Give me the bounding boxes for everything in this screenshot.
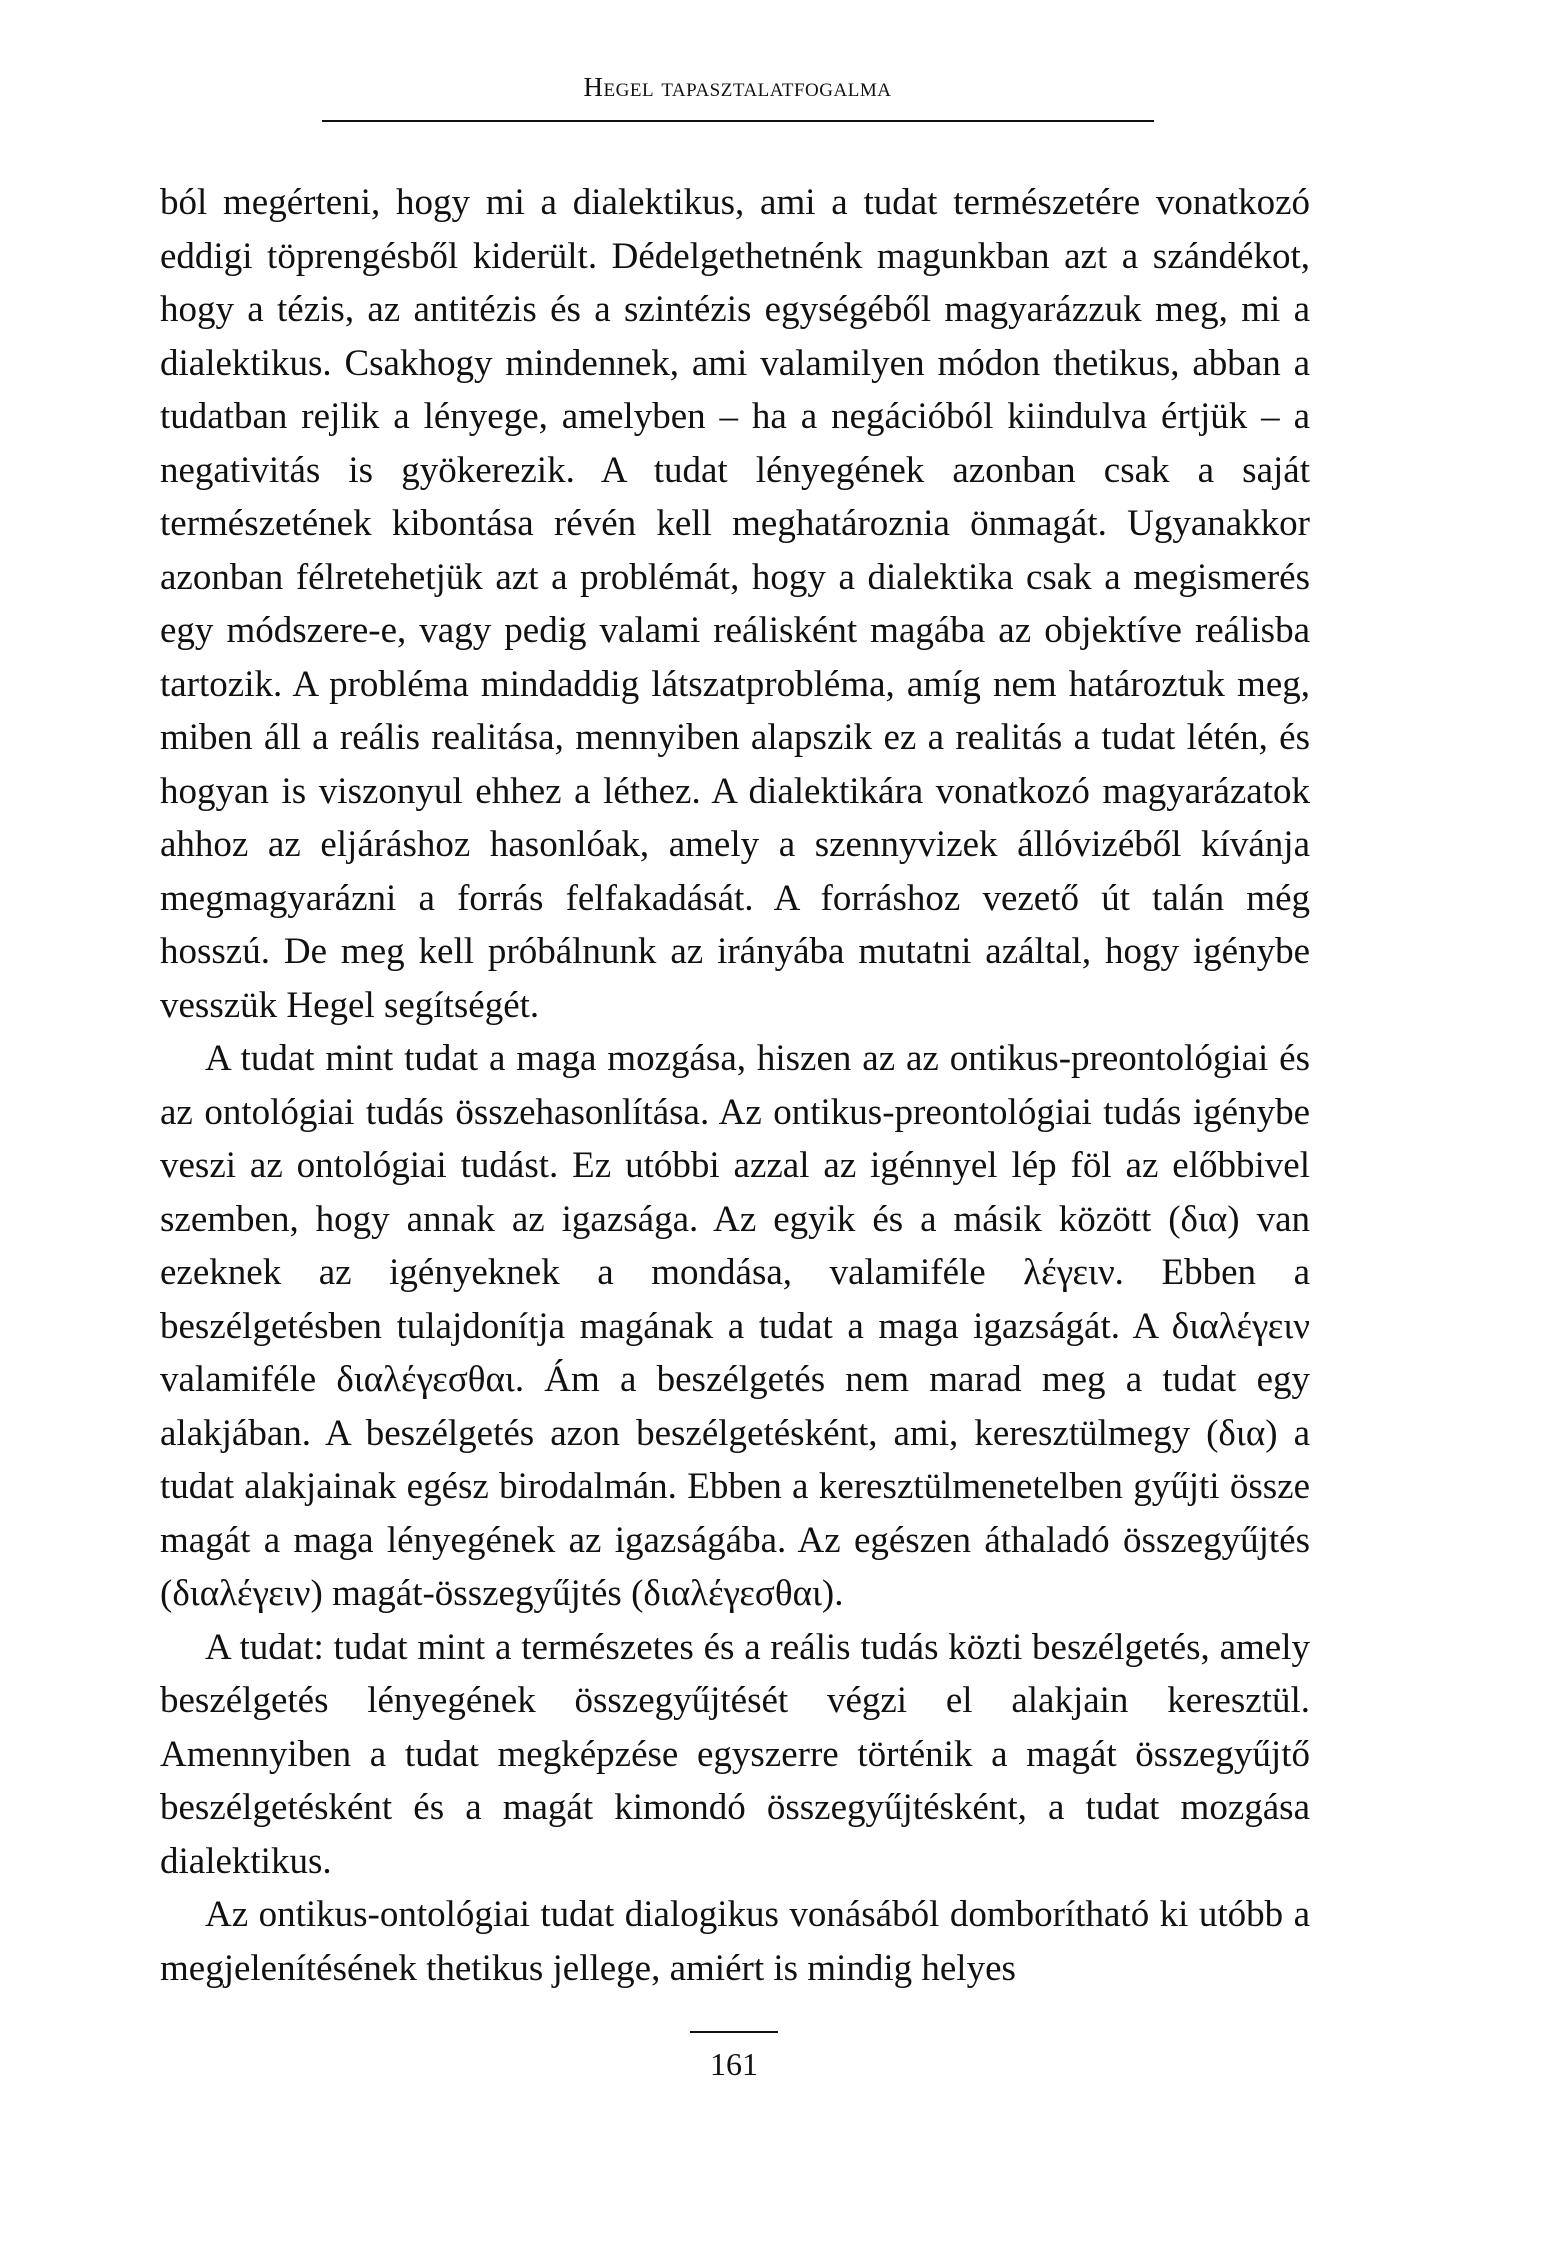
footer-rule <box>690 2031 778 2033</box>
paragraph-tudat-dialektikus: A tudat: tudat mint a természetes és a reális tudás közti beszélgetés, amely beszélgetés lényegének összegyűjtését végzi el alakjain keresztül. Amennyiben a tudat megképzése egyszerre történik a magát összegyűjtő beszélgetésként és a magát kimondó összegyűjtésként, a tudat mozgása dialektikus. <box>160 1626 1310 1882</box>
paragraph-ontikus-ontologiai: Az ontikus-ontológiai tudat dialogikus vonásából domborítható ki utóbb a megjelenítésének thetikus jellege, amiért is mindig helyes <box>160 1894 1310 1989</box>
paragraph-continued: ból megérteni, hogy mi a dialektikus, ami a tudat természetére vonatkozó eddigi töprengésből kiderült. Dédelgethetnénk magunkban azt a szándékot, hogy a tézis, az antitézis és a szintézis egységéből magyarázzuk meg, mi a dialektikus. Csakhogy mindennek, ami valamilyen módon thetikus, abban a tudatban rejlik a lényege, amelyben – ha a negációból kiindulva értjük – a negativitás is gyökerezik. A tudat lényegének azonban csak a saját természetének kibontása révén kell meghatároznia önmagát. Ugyanakkor azonban félretehetjük azt a problémát, hogy a dialektika csak a megismerés egy módszere-e, vagy pedig valami reálisként magába az objektíve reálisba tartozik. A probléma mindaddig látszatprobléma, amíg nem határoztuk meg, miben áll a reális realitása, mennyiben alapszik ez a realitás a tudat létén, és hogyan is viszonyul ehhez a léthez. A dialektikára vonatkozó magyarázatok ahhoz az eljáráshoz hasonlóak, amely a szennyvizek állóvizéből kívánja megmagyarázni a forrás felfakadását. A forráshoz vezető út talán még hosszú. De meg kell próbálnunk az irányába mutatni azáltal, hogy igénybe vesszük Hegel segítségét. <box>160 182 1310 1026</box>
body-text <box>160 176 1310 1995</box>
page-number: 161 <box>710 2046 758 2082</box>
running-head: Hegel tapasztalatfogalma <box>583 72 892 102</box>
header-rule <box>322 120 1154 122</box>
paragraph-tudat-mozgasa: A tudat mint tudat a maga mozgása, hiszen az az ontikus-preontológiai és az ontológiai tudás összehasonlítása. Az ontikus-preontológiai tudás igénybe veszi az ontológiai tudást. Ez utóbbi azzal az igénnyel lép föl az előbbivel szemben, hogy annak az igazsága. Az egyik és a másik között (δια) van ezeknek az igényeknek a mondása, valamiféle λέγειν. Ebben a beszélgetésben tulajdonítja magának a tudat a maga igazságát. A διαλέγειν valamiféle διαλέγεσθαι. Ám a beszélgetés nem marad meg a tudat egy alakjában. A beszélgetés azon beszélgetésként, ami, keresztülmegy (δια) a tudat alakjainak egész birodalmán. Ebben a keresztülmenetelben gyűjti össze magát a maga lényegének az igazságába. Az egészen áthaladó összegyűjtés (διαλέγειν) magát-összegyűjtés (διαλέγεσθαι). <box>160 1038 1310 1614</box>
